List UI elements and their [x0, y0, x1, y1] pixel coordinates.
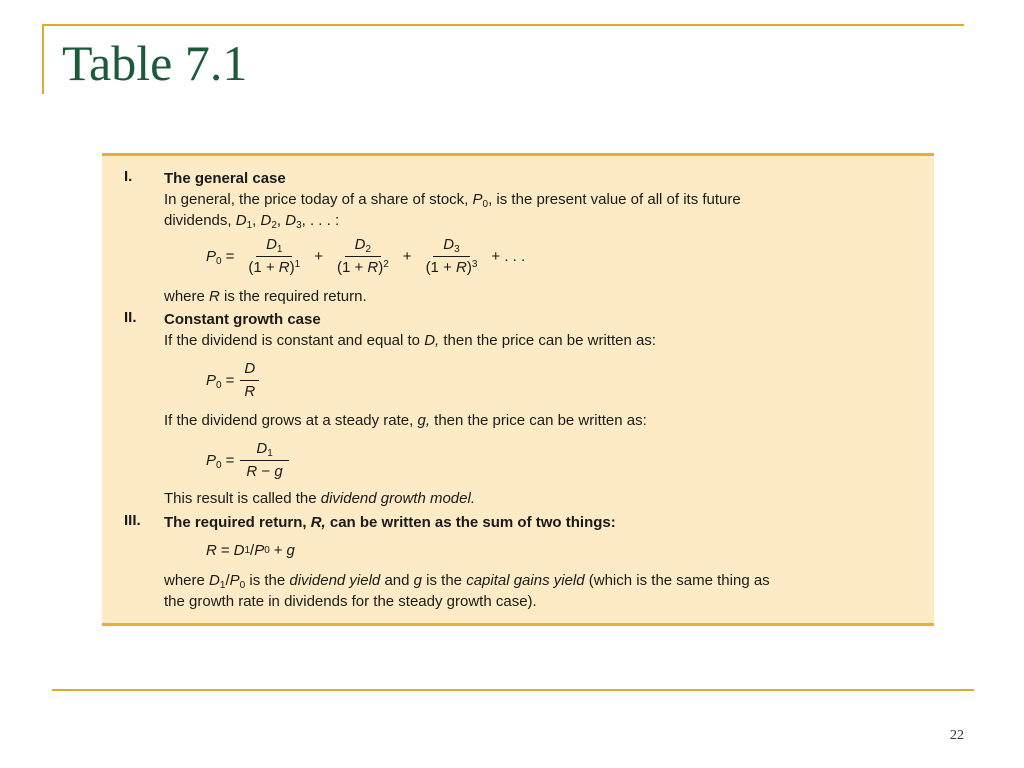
section-body	[164, 512, 924, 533]
page-number: 22	[950, 728, 964, 743]
section-numeral: II.	[124, 309, 137, 326]
equation-growing-dividend: $P_0$ = $\frac{D_1}{R - g}$	[206, 440, 295, 481]
section-text-block	[164, 570, 924, 612]
section-text-line: If the dividend grows at a steady rate, g, then the price can be written as:	[164, 412, 647, 429]
equation-required-return: R = D 1 / P 0 + g	[206, 542, 295, 559]
footer-rule	[52, 689, 974, 691]
section-heading: The general case	[164, 170, 286, 187]
title-frame-top-rule	[42, 24, 964, 26]
table-7-1-panel	[102, 153, 934, 626]
section-text-line: the growth rate in dividends for the steady growth case).	[164, 593, 537, 610]
equation-constant-dividend: $P_0$ = $\frac{D}{R}$	[206, 360, 265, 401]
section-body	[164, 168, 924, 231]
section-heading: The required return, R, can be written as the sum of two things:	[164, 514, 616, 531]
section-numeral: III.	[124, 512, 141, 529]
section-text-line: In general, the price today of a share of stock, $P_0$, is the present value of all of its future	[164, 191, 741, 210]
section-body	[164, 309, 924, 351]
section-text-line: where $D_1/P_0$ is the dividend yield and g is the capital gains yield (which is the same thing as	[164, 572, 770, 591]
section-text-line: dividends, $D_1$, $D_2$, $D_3$, . . . :	[164, 212, 340, 231]
title-frame-left-rule	[42, 24, 44, 94]
section-note: where R is the required return.	[164, 288, 367, 305]
equation-general-price: $P_0$ = $\frac{D_1}{(1 + R)^1}$ + $\frac{D_2}{(1 + R)^2}$ + $\frac{D_3}{(1 + R)^3}$ + . . .	[206, 236, 526, 276]
section-note: This result is called the dividend growth model.	[164, 490, 475, 507]
section-numeral: I.	[124, 168, 133, 185]
section-heading: Constant growth case	[164, 311, 321, 328]
section-text-line: If the dividend is constant and equal to D, then the price can be written as:	[164, 332, 656, 349]
slide-title: Table 7.1	[62, 35, 248, 91]
